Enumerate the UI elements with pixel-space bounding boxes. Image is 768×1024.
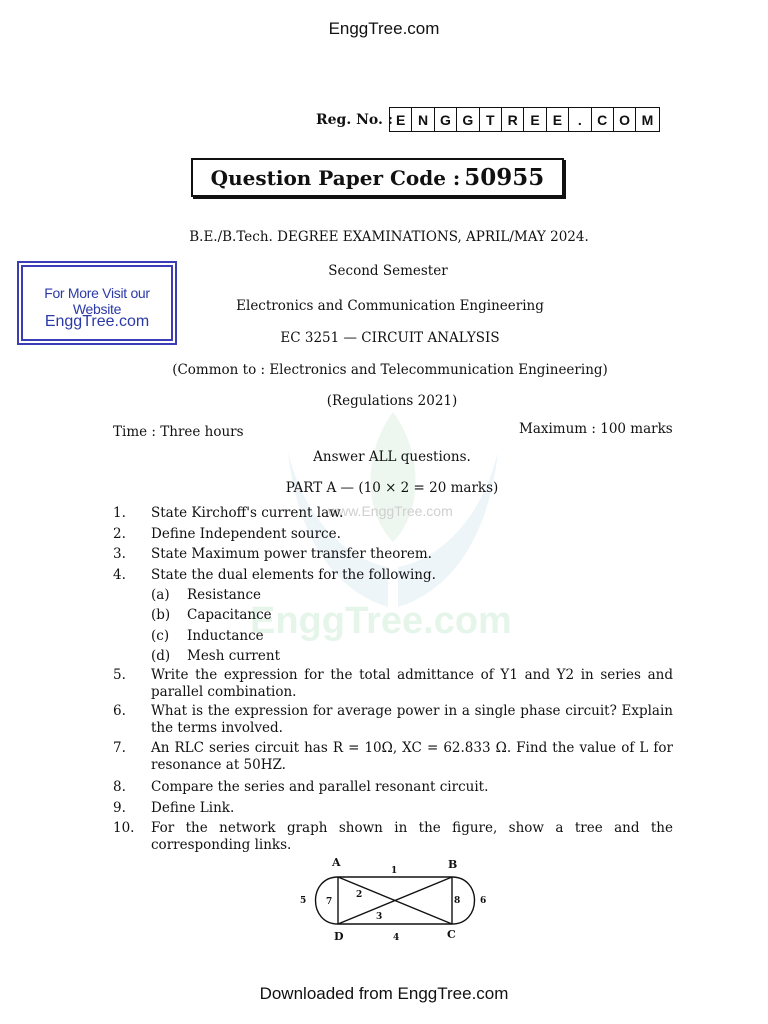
question-number: 7. bbox=[113, 740, 126, 756]
question-item bbox=[113, 820, 673, 854]
promo-line-1: For More Visit our Website bbox=[44, 285, 150, 317]
sub-question-label: (d) bbox=[151, 648, 171, 664]
question-text: State Maximum power transfer theorem. bbox=[151, 546, 432, 562]
reg-box: O bbox=[614, 108, 636, 131]
reg-box: E bbox=[390, 108, 412, 131]
exam-title: B.E./B.Tech. DEGREE EXAMINATIONS, APRIL/MAY 2024. bbox=[189, 229, 589, 245]
watermark-url: www.EnggTree.com bbox=[328, 503, 453, 519]
promo-line-2: EnggTree.com bbox=[44, 313, 150, 330]
paper-code-number: 50955 bbox=[464, 164, 545, 191]
branch: Electronics and Communication Engineering bbox=[236, 298, 544, 314]
site-footer: Downloaded from EnggTree.com bbox=[259, 984, 509, 1003]
question-number: 4. bbox=[113, 567, 126, 583]
question-number: 9. bbox=[113, 800, 126, 816]
reg-box: M bbox=[641, 111, 654, 128]
reg-number-boxes bbox=[389, 107, 660, 132]
common-to: (Common to : Electronics and Telecommunication Engineering) bbox=[172, 362, 608, 378]
reg-box: G bbox=[457, 108, 479, 131]
branch-label-7: 7 bbox=[326, 897, 333, 907]
watermark-text: EnggTree.com bbox=[250, 600, 512, 642]
site-header: EnggTree.com bbox=[328, 19, 440, 38]
question-text: Define Link. bbox=[151, 800, 235, 816]
question-text: State the dual elements for the following. bbox=[151, 567, 436, 583]
semester: Second Semester bbox=[328, 263, 448, 279]
exam-duration: Time : Three hours bbox=[113, 424, 244, 440]
sub-question-label: (c) bbox=[151, 628, 170, 644]
question-number: 8. bbox=[113, 779, 126, 795]
question-text: State Kirchoff's current law. bbox=[151, 505, 344, 521]
reg-box: E bbox=[524, 108, 546, 131]
branch-label-4: 4 bbox=[393, 933, 400, 943]
question-text: Compare the series and parallel resonant circuit. bbox=[151, 779, 489, 795]
reg-box: N bbox=[412, 108, 434, 131]
instruction: Answer ALL questions. bbox=[313, 449, 471, 465]
question-text: Write the expression for the total admittance of Y1 and Y2 in series and parallel combination. bbox=[151, 667, 673, 700]
reg-box: R bbox=[502, 108, 524, 131]
question-item bbox=[113, 740, 673, 774]
part-heading: PART A — (10 × 2 = 20 marks) bbox=[285, 480, 499, 496]
question-text: Define Independent source. bbox=[151, 526, 341, 542]
sub-question-label: (b) bbox=[151, 607, 171, 623]
sub-question-text: Capacitance bbox=[187, 607, 272, 623]
reg-box: C bbox=[592, 108, 614, 131]
max-marks: Maximum : 100 marks bbox=[519, 421, 673, 437]
node-label-a: A bbox=[332, 856, 341, 869]
branch-label-1: 1 bbox=[391, 866, 398, 876]
question-item bbox=[113, 667, 673, 701]
question-number: 10. bbox=[113, 820, 135, 836]
question-number: 6. bbox=[113, 703, 126, 719]
branch-label-3: 3 bbox=[376, 912, 383, 922]
sub-question-text: Inductance bbox=[187, 628, 264, 644]
node-label-d: D bbox=[334, 930, 344, 943]
branch-label-2: 2 bbox=[356, 890, 363, 900]
question-number: 3. bbox=[113, 546, 126, 562]
question-number: 2. bbox=[113, 526, 126, 542]
sub-question-label: (a) bbox=[151, 587, 170, 603]
sub-question-text: Resistance bbox=[187, 587, 262, 603]
course-title: EC 3251 — CIRCUIT ANALYSIS bbox=[280, 330, 500, 346]
question-number: 5. bbox=[113, 667, 126, 683]
question-text: An RLC series circuit has R = 10Ω, XC = 62.833 Ω. Find the value of L for resonance at 50HZ. bbox=[151, 740, 673, 773]
question-item bbox=[113, 703, 673, 737]
regulations: (Regulations 2021) bbox=[326, 393, 458, 409]
branch-label-5: 5 bbox=[300, 896, 307, 906]
question-number: 1. bbox=[113, 505, 126, 521]
node-label-c: C bbox=[447, 928, 456, 941]
sub-question-text: Mesh current bbox=[187, 648, 280, 664]
reg-box: G bbox=[435, 108, 457, 131]
reg-box: T bbox=[480, 108, 502, 131]
branch-label-6: 6 bbox=[480, 896, 487, 906]
branch-label-8: 8 bbox=[454, 896, 461, 906]
question-text: What is the expression for average power in a single phase circuit? Explain the terms involved. bbox=[151, 703, 673, 736]
reg-number-label: Reg. No. : bbox=[316, 112, 393, 128]
node-label-b: B bbox=[448, 858, 458, 871]
paper-code-label: Question Paper Code : bbox=[210, 165, 461, 190]
network-graph-figure bbox=[290, 852, 500, 947]
question-paper-code-box bbox=[191, 158, 564, 197]
question-text: For the network graph shown in the figure, show a tree and the corresponding links. bbox=[151, 820, 673, 853]
reg-box: E bbox=[547, 108, 569, 131]
reg-box: . bbox=[569, 108, 591, 131]
